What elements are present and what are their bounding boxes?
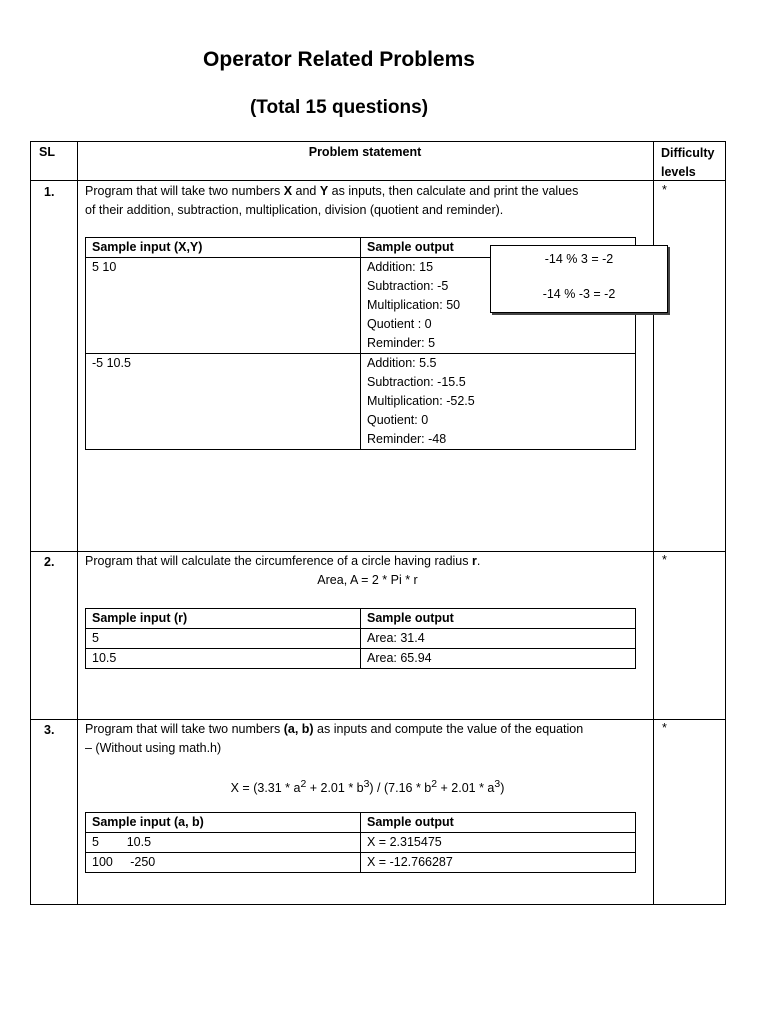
sample-output: Area: 65.94	[361, 649, 636, 669]
col-sample-input: Sample input (r)	[86, 609, 361, 629]
sample-output: X = -12.766287	[361, 853, 636, 873]
table-row	[86, 853, 636, 873]
sample-input: 5 10	[86, 258, 361, 354]
page-subtitle: (Total 15 questions)	[249, 97, 429, 118]
sample-output: X = 2.315475	[361, 833, 636, 853]
sample-input: 5	[86, 629, 361, 649]
note-line: -14 % 3 = -2	[544, 252, 614, 266]
q2-sample-table	[85, 608, 636, 669]
q2-formula: Area, A = 2 * Pi * r	[317, 573, 418, 587]
table-row	[86, 629, 636, 649]
col-sample-input: Sample input (X,Y)	[86, 238, 361, 258]
sample-input: 100 -250	[86, 853, 361, 873]
modulo-note-box	[490, 245, 668, 313]
header-sl: SL	[39, 145, 55, 159]
q3-number: 3.	[44, 723, 55, 737]
note-line: -14 % -3 = -2	[542, 287, 616, 301]
table-header-row	[86, 609, 636, 629]
row-divider	[31, 180, 725, 181]
q2-number: 2.	[44, 555, 55, 569]
q1-difficulty: *	[662, 183, 667, 197]
sample-input: 5 10.5	[86, 833, 361, 853]
sample-output: Area: 31.4	[361, 629, 636, 649]
header-difficulty: Difficulty levels	[661, 146, 715, 179]
sample-output: Addition: 5.5 Subtraction: -15.5 Multiplication: -52.5 Quotient: 0 Reminder: -48	[361, 354, 636, 450]
col-sample-output: Sample output	[361, 813, 636, 833]
col-sample-output: Sample output	[361, 238, 636, 258]
q1-number: 1.	[44, 185, 55, 199]
header-problem: Problem statement	[308, 145, 422, 159]
sample-output: Addition: 15 Subtraction: -5 Multiplication: 50 Quotient : 0 Reminder: 5	[361, 258, 636, 354]
table-row	[86, 649, 636, 669]
q2-statement: Program that will calculate the circumference of a circle having radius r. Area, A = 2 * Pi * r	[85, 552, 650, 590]
table-row	[86, 833, 636, 853]
q3-formula: $X = (3.31 * a^2 + 2.01 * b^3) / (7.16 * b^2 + 2.01 * a^3)$	[230, 779, 505, 796]
col-sample-input: Sample input (a, b)	[86, 813, 361, 833]
q3-sample-table	[85, 812, 636, 873]
q3-difficulty: *	[662, 721, 667, 735]
sample-input: -5 10.5	[86, 354, 361, 450]
sample-input: 10.5	[86, 649, 361, 669]
q3-statement: Program that will take two numbers (a, b) as inputs and compute the value of the equation – (Without using math.h)	[85, 722, 584, 755]
q2-difficulty: *	[662, 553, 667, 567]
table-row	[86, 354, 636, 450]
col-sample-output: Sample output	[361, 609, 636, 629]
page-title: Operator Related Problems	[203, 48, 475, 71]
table-header-row	[86, 813, 636, 833]
column-divider	[77, 142, 78, 904]
q1-statement: Program that will take two numbers X and Y as inputs, then calculate and print the values of their addition, subtraction, multiplication, division (quotient and reminder).	[85, 184, 579, 217]
